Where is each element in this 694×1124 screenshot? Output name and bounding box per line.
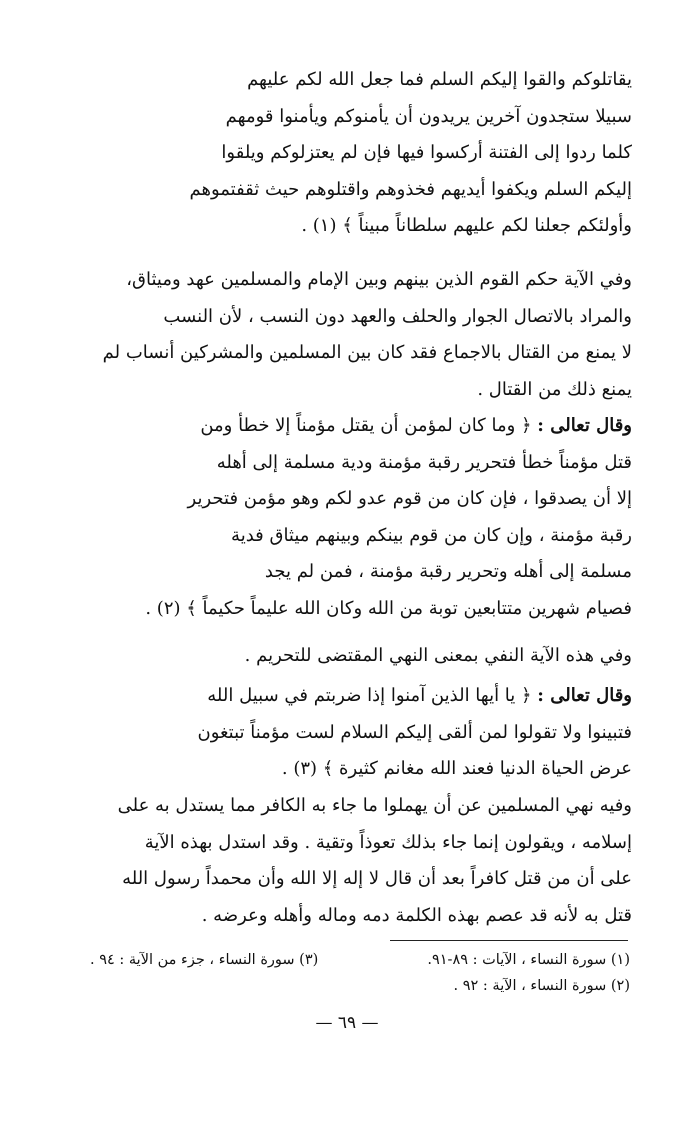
text-line: قتل مؤمناً خطأ فتحرير رقبة مؤمنة ودية مسلمة إلى أهله [216,451,632,473]
footnote-2: (٢) سورة النساء ، الآية : ٩٢ . [453,978,630,994]
footnote-row [90,947,630,973]
text-line: إليكم السلم ويكفوا أيديهم فخذوهم واقتلوهم حيث ثقفتموهم [189,178,632,200]
text-line: يقاتلوكم والقوا إليكم السلم فما جعل الله لكم عليهم [247,69,632,90]
text-line: لا يمنع من القتال بالاجماع فقد كان بين المسلمين والمشركين أنساب لم [102,342,632,363]
text-line: وفي الآية حكم القوم الذين بينهم وبين الإمام والمسلمين عهد وميثاق، [126,269,632,290]
text-line: كلما ردوا إلى الفتنة أركسوا فيها فإن لم يعتزلوكم ويلقوا [221,142,632,163]
verse-lead: وقال تعالى : [537,685,632,706]
text-line: سبيلا ستجدون آخرين يريدون أن يأمنوكم ويأمنوا قومهم [225,105,632,127]
footnote-divider [390,940,628,941]
page-number: — ٦٩ — [315,1013,379,1033]
text-line [92,408,632,445]
text-line: إسلامه ، ويقولون إنما جاء بذلك تعوذاً وتقية . وقد استدل بهذه الآية [144,831,632,853]
text-line: رقبة مؤمنة ، وإن كان من قوم بينكم وبينهم ميثاق فدية [231,524,632,546]
text-line: إلا أن يصدقوا ، فإن كان من قوم عدو لكم وهو مؤمن فتحرير [187,488,632,509]
verse-text: ﴿ يا أيها الذين آمنوا إذا ضربتم في سبيل الله [207,685,532,706]
text-line: وفي هذه الآية النفي بمعنى النهي المقتضى للتحريم . [244,645,632,666]
footnote-1: (١) سورة النساء ، الآيات : ٨٩-٩١. [427,952,630,968]
paragraph-commentary-prohibition [92,638,632,675]
text-line: على أن من قتل كافراً بعد أن قال لا إله إلا الله وأن محمداً رسول الله [122,868,632,889]
text-line: فتبينوا ولا تقولوا لمن ألقى إليكم السلام لست مؤمناً تبتغون [197,721,632,743]
footnote-3: (٣) سورة النساء ، جزء من الآية : ٩٤ . [90,952,319,968]
text-line: قتل به لأنه قد عصم بهذه الكلمة دمه وماله وأهله وعرضه . [201,904,632,926]
text-line: مسلمة إلى أهله وتحرير رقبة مؤمنة ، فمن لم يجد [264,561,632,582]
footnote-row [90,973,630,999]
text-line: والمراد بالاتصال الجوار والحلف والعهد دون النسب ، لأن النسب [163,305,632,327]
paragraph-commentary-treaty [92,262,632,408]
verse-text: ﴿ وما كان لمؤمن أن يقتل مؤمناً إلا خطأ ومن [200,415,532,436]
text-line: فصيام شهرين متتابعين توبة من الله وكان الله عليماً حكيماً ﴾ (٢) . [145,597,632,619]
paragraph-verse-94 [92,678,632,788]
text-line: وأولئكم جعلنا لكم عليهم سلطاناً مبيناً ﴾ (١) . [301,215,632,236]
footnotes [90,947,630,999]
text-line [92,678,632,715]
paragraph-verse-continuation [92,62,632,245]
text-line: وفيه نهي المسلمين عن أن يهملوا ما جاء به الكافر مما يستدل به على [117,795,632,816]
text-line: عرض الحياة الدنيا فعند الله مغانم كثيرة ﴾ (٣) . [281,758,632,779]
text-line: يمنع ذلك من القتال . [477,378,632,400]
verse-lead: وقال تعالى : [537,415,632,436]
paragraph-commentary-islam [92,788,632,934]
paragraph-verse-92 [92,408,632,627]
